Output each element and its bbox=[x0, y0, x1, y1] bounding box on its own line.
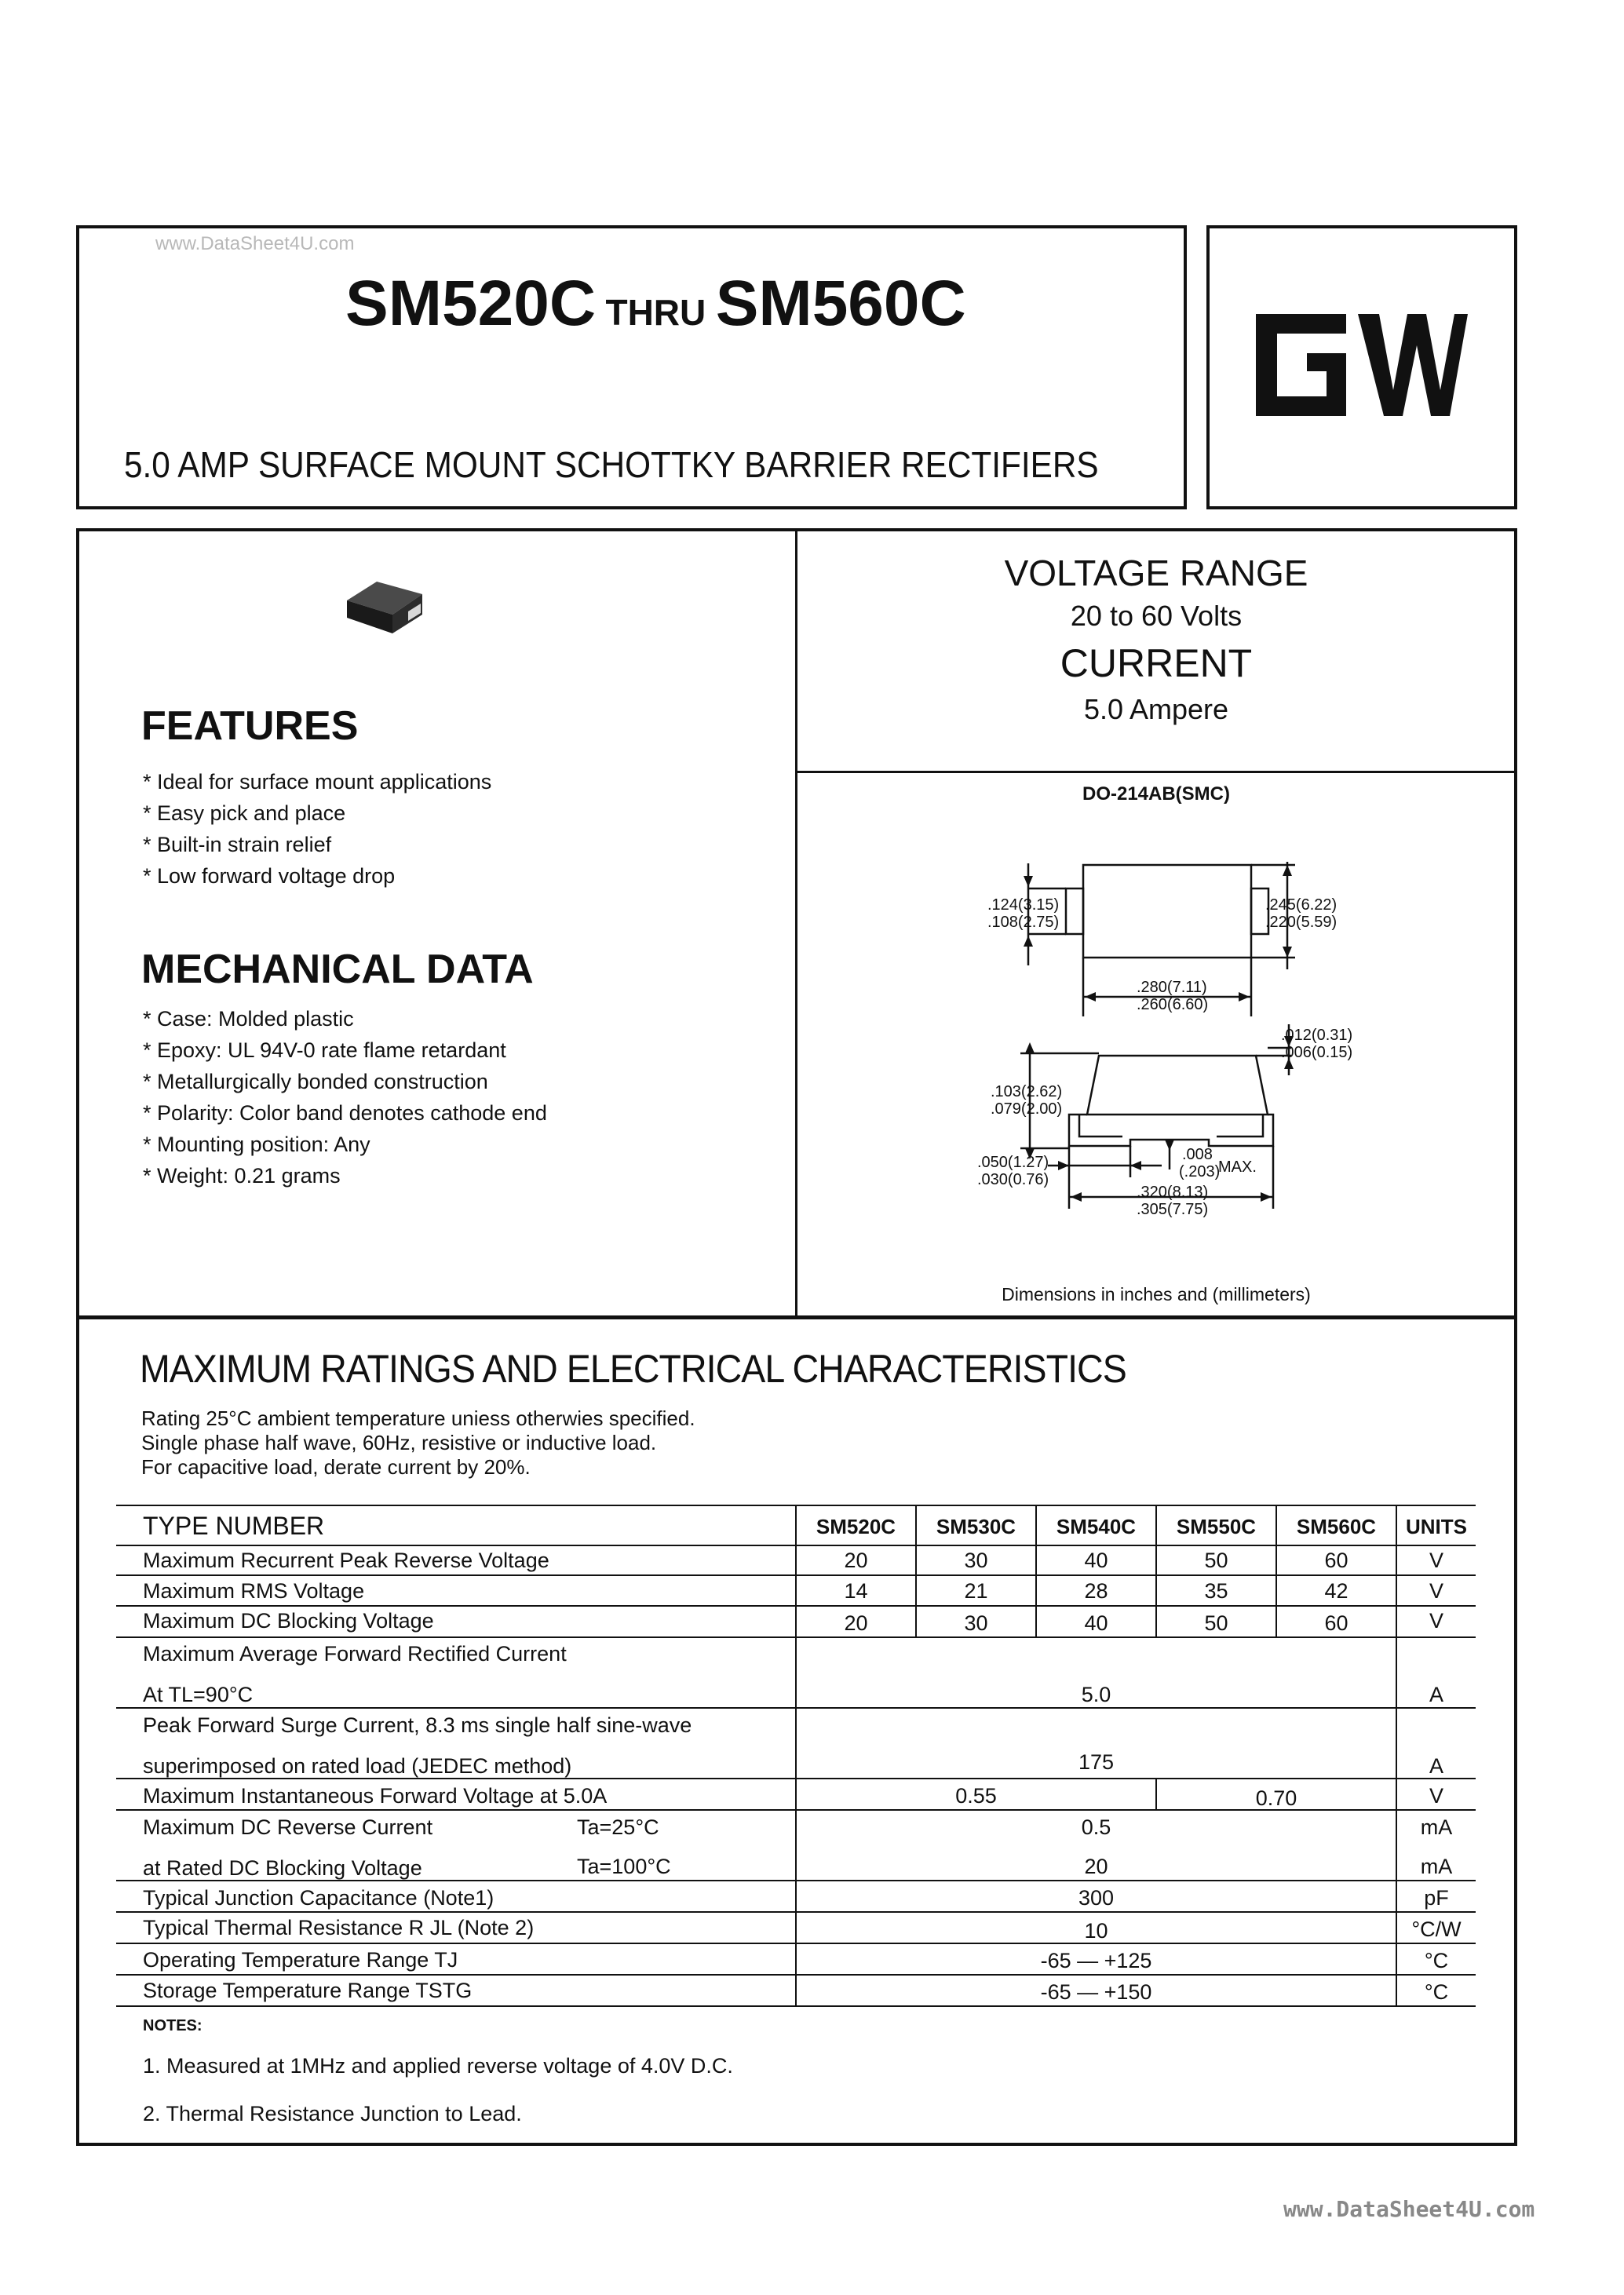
table-row-label: Storage Temperature Range TSTG bbox=[143, 1979, 473, 2002]
note-item: 2. Thermal Resistance Junction to Lead. bbox=[143, 2102, 522, 2125]
table-cell: 50 bbox=[1204, 1611, 1228, 1635]
dim-h bbox=[1137, 1184, 1208, 1218]
table-cell: -65 — +125 bbox=[1040, 1949, 1152, 1972]
mechanical-list bbox=[143, 1003, 547, 1191]
table-cell: 60 bbox=[1324, 1549, 1348, 1572]
table-row-label: Maximum Instantaneous Forward Voltage at 5.0A bbox=[143, 1784, 608, 1808]
voltage-range-label: VOLTAGE RANGE bbox=[1004, 553, 1308, 593]
dim-label: .280(7.11) bbox=[1137, 979, 1207, 996]
table-unit: mA bbox=[1420, 1855, 1453, 1878]
dim-label: .050(1.27) bbox=[977, 1154, 1049, 1171]
mechanical-item: * Epoxy: UL 94V-0 rate flame retardant bbox=[143, 1038, 506, 1062]
features-list bbox=[143, 766, 491, 892]
ratings-conditions bbox=[141, 1407, 695, 1480]
model-header: SM550C bbox=[1176, 1515, 1257, 1538]
chip-image bbox=[336, 569, 430, 648]
part-title-first: SM520C bbox=[345, 268, 597, 339]
watermark-bottom[interactable]: www.DataSheet4U.com bbox=[1283, 2196, 1535, 2222]
feature-item: * Easy pick and place bbox=[143, 801, 346, 825]
voltage-range-value: 20 to 60 Volts bbox=[1070, 600, 1243, 632]
dim-label: .305(7.75) bbox=[1137, 1201, 1209, 1218]
dim-label: .012(0.31) bbox=[1281, 1027, 1353, 1044]
table-row-label: Typical Thermal Resistance R JL (Note 2) bbox=[143, 1916, 535, 1939]
table-cell: 50 bbox=[1204, 1549, 1228, 1572]
table-cell: -65 — +150 bbox=[1040, 1980, 1152, 2004]
table-unit: V bbox=[1429, 1609, 1443, 1633]
table-row-label: Maximum Average Forward Rectified Current bbox=[143, 1642, 567, 1666]
table-unit: V bbox=[1429, 1784, 1443, 1808]
mechanical-heading: MECHANICAL DATA bbox=[141, 947, 534, 992]
table-row-label: Operating Temperature Range TJ bbox=[143, 1948, 458, 1972]
table-row-label: superimposed on rated load (JEDEC method) bbox=[143, 1754, 572, 1778]
dim-label: .006(0.15) bbox=[1281, 1044, 1353, 1061]
note-item: 1. Measured at 1MHz and applied reverse voltage of 4.0V D.C. bbox=[143, 2054, 733, 2078]
table-row-label: Maximum Recurrent Peak Reverse Voltage bbox=[143, 1549, 549, 1572]
table-unit: V bbox=[1429, 1549, 1443, 1572]
dim-label: .103(2.62) bbox=[991, 1083, 1063, 1100]
table-cell: 40 bbox=[1084, 1549, 1108, 1572]
dim-label: .320(8.13) bbox=[1137, 1184, 1209, 1201]
table-row-label: at Rated DC Blocking Voltage bbox=[143, 1856, 422, 1880]
dim-label: .008 bbox=[1182, 1146, 1213, 1163]
range-divider bbox=[795, 771, 1517, 773]
table-cell: 14 bbox=[844, 1579, 868, 1603]
part-title-last: SM560C bbox=[715, 268, 966, 339]
dim-label: (.203) bbox=[1179, 1163, 1221, 1180]
table-cell: 42 bbox=[1324, 1579, 1348, 1603]
model-header: SM540C bbox=[1056, 1515, 1137, 1538]
watermark-top[interactable]: www.DataSheet4U.com bbox=[155, 233, 355, 254]
dim-f bbox=[977, 1154, 1049, 1188]
table-cell: 0.5 bbox=[1081, 1815, 1111, 1839]
subtitle: 5.0 AMP SURFACE MOUNT SCHOTTKY BARRIER RECTIFIERS bbox=[124, 444, 1099, 485]
table-cell: 0.55 bbox=[955, 1784, 997, 1808]
dim-label: .108(2.75) bbox=[987, 914, 1060, 931]
dim-label: .030(0.76) bbox=[977, 1171, 1049, 1188]
current-label: CURRENT bbox=[1060, 641, 1253, 685]
feature-item: * Ideal for surface mount applications bbox=[143, 770, 492, 794]
mechanical-item: * Case: Molded plastic bbox=[143, 1007, 354, 1031]
mechanical-item: * Weight: 0.21 grams bbox=[143, 1164, 341, 1188]
dim-g-max: MAX. bbox=[1218, 1158, 1257, 1176]
table-cell: 20 bbox=[844, 1549, 868, 1572]
table-cell: 21 bbox=[964, 1579, 988, 1603]
dim-label: .124(3.15) bbox=[987, 896, 1060, 914]
mechanical-item: * Mounting position: Any bbox=[143, 1133, 370, 1156]
part-title bbox=[345, 267, 966, 341]
table-cell: 175 bbox=[1078, 1750, 1115, 1774]
logo bbox=[1252, 310, 1472, 424]
dim-a bbox=[987, 896, 1059, 931]
condition-line: For capacitive load, derate current by 20%. bbox=[141, 1455, 531, 1479]
dim-g bbox=[1179, 1146, 1220, 1180]
table-cell: 300 bbox=[1078, 1886, 1115, 1910]
mechanical-item: * Metallurgically bonded construction bbox=[143, 1070, 488, 1093]
type-number-header: TYPE NUMBER bbox=[143, 1512, 325, 1540]
dim-b bbox=[1265, 896, 1337, 931]
table-row-label: Maximum DC Blocking Voltage bbox=[143, 1609, 434, 1633]
current-value: 5.0 Ampere bbox=[1083, 693, 1229, 725]
model-header: SM520C bbox=[816, 1515, 896, 1538]
gw-logo-icon bbox=[1252, 310, 1472, 420]
feature-item: * Low forward voltage drop bbox=[143, 864, 396, 888]
range-panel bbox=[797, 549, 1515, 728]
table-unit: °C bbox=[1424, 1949, 1449, 1972]
table-cell: 40 bbox=[1084, 1611, 1108, 1635]
table-unit: A bbox=[1429, 1754, 1443, 1778]
table-unit: mA bbox=[1420, 1815, 1453, 1839]
model-header: SM530C bbox=[936, 1515, 1016, 1538]
dim-d bbox=[1281, 1027, 1352, 1061]
table-cell: 20 bbox=[1084, 1855, 1108, 1878]
table-unit: A bbox=[1429, 1683, 1443, 1706]
package-caption: Dimensions in inches and (millimeters) bbox=[1002, 1284, 1311, 1304]
notes-heading: NOTES: bbox=[143, 2017, 203, 2034]
dim-c bbox=[1137, 979, 1208, 1013]
table-row-label: Peak Forward Surge Current, 8.3 ms single half sine-wave bbox=[143, 1713, 692, 1737]
ratings-heading: MAXIMUM RATINGS AND ELECTRICAL CHARACTERISTICS bbox=[140, 1347, 1126, 1391]
table-unit: °C bbox=[1424, 1980, 1449, 2004]
dim-label: .260(6.60) bbox=[1137, 996, 1209, 1013]
table-cell: 5.0 bbox=[1081, 1683, 1111, 1706]
model-header: SM560C bbox=[1296, 1515, 1377, 1538]
dim-label: .079(2.00) bbox=[991, 1100, 1063, 1118]
table-row-label: Maximum DC Reverse Current bbox=[143, 1815, 433, 1839]
table-row-label: Typical Junction Capacitance (Note1) bbox=[143, 1886, 494, 1910]
mechanical-item: * Polarity: Color band denotes cathode end bbox=[143, 1101, 547, 1125]
condition-line: Rating 25°C ambient temperature uniess otherwies specified. bbox=[141, 1407, 695, 1430]
table-cell: 30 bbox=[964, 1549, 988, 1572]
table-rule bbox=[116, 2005, 1476, 2007]
dim-label: .220(5.59) bbox=[1265, 914, 1338, 931]
part-title-thru: THRU bbox=[605, 292, 706, 333]
table-cell: 0.70 bbox=[1255, 1786, 1297, 1810]
table-cell: 20 bbox=[844, 1611, 868, 1635]
table-unit: V bbox=[1429, 1579, 1443, 1603]
feature-item: * Built-in strain relief bbox=[143, 833, 332, 856]
units-header: UNITS bbox=[1406, 1515, 1467, 1538]
dim-e bbox=[991, 1083, 1062, 1118]
table-cell: 28 bbox=[1084, 1579, 1108, 1603]
table-unit: °C/W bbox=[1411, 1917, 1462, 1941]
package-name: DO-214AB(SMC) bbox=[1082, 783, 1230, 805]
dim-label: .245(6.22) bbox=[1265, 896, 1338, 914]
table-cell: 10 bbox=[1084, 1919, 1108, 1943]
table-row-condition: Ta=25°C bbox=[577, 1815, 659, 1839]
table-row-condition: Ta=100°C bbox=[577, 1855, 671, 1878]
table-unit: pF bbox=[1424, 1886, 1449, 1910]
table-cell: 60 bbox=[1324, 1611, 1348, 1635]
table-cell: 35 bbox=[1204, 1579, 1228, 1603]
table-row-label: Maximum RMS Voltage bbox=[143, 1579, 365, 1603]
condition-line: Single phase half wave, 60Hz, resistive or inductive load. bbox=[141, 1431, 657, 1454]
table-cell: 30 bbox=[964, 1611, 988, 1635]
table-row-label: At TL=90°C bbox=[143, 1683, 254, 1706]
features-heading: FEATURES bbox=[141, 703, 359, 749]
